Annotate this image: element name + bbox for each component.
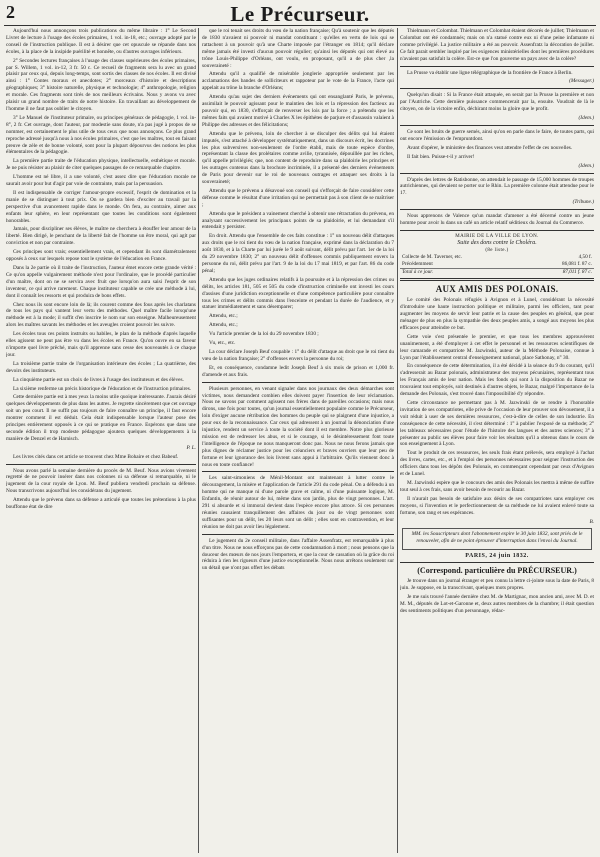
paragraph: Attendu, etc.; <box>209 313 238 320</box>
page-header <box>6 2 594 24</box>
book-review-article <box>6 28 196 461</box>
source-tag: (Idem.) <box>578 115 594 122</box>
paragraph: Avant d'opérer, le ministère des finances veut attendre l'effet de ces nouvelles. <box>407 144 573 151</box>
article-separator <box>6 464 196 465</box>
article-separator <box>202 471 394 472</box>
paragraph: Les écoles tous ces points instruits ou habiles, le plan de la méthode d'après laquelle elles agissent ne peut pas être vu dans les écoles en France. Qu'on ouvre en sa faveur n'importe quel livre prêché, mais qu'il apprenne sans cesse des nouveautés à ce chaque jour. <box>6 331 196 358</box>
donations-table <box>400 254 594 275</box>
source-tag: (Messager.) <box>569 78 594 85</box>
table-row-total <box>400 268 594 275</box>
article-separator <box>400 66 594 67</box>
source-tag: (Idem.) <box>578 162 594 169</box>
paragraph: Cette circonstance ne permettant pas à M. Jazwinski de se rendre à l'honorable invitation de ses compatriotes, elle prive de l'occasion de leur prouver son dévouement, il a voit réduit à user de ses dernières ressources, c'est-à-dire de celles de son industrie. En conséquence de cette nécessité, il s'est déterminé : 1° à publier l'exposé de sa méthode; 2° les tableaux nécessaires pour l'étude de l'histoire des langues et des autres sciences; 3° à présenter au public ses élèves pour faire voir les résultats qu'il a obtenus dans le cours de son enseignement à Lyon. <box>400 400 594 448</box>
polish-article-heading: AUX AMIS DES POLONAIS. <box>435 284 559 295</box>
paragraph: Cette dernière partie est à mes yeux la moins utile quoique intéressante. J'aurais désiré quelques développements de plus dans les autres. Je regrette sincèrement que cet ouvrage soit un peu court. Il ne suffit pas toujours de faire connaître un principe, il faut encore montrer comment il est déduit. Cela était indispensable lorsque l'auteur pose des principes entièrement opposés à ce qui se pratique en France. Espérons que dans une seconde édition il trop modeste pédagogue ajoutera quelques développements à la manière de Denzel et de Harnisch. <box>6 394 196 442</box>
table-row <box>400 261 594 268</box>
row-label: Précédemment <box>402 260 433 267</box>
signature: P. L. <box>186 444 196 451</box>
paragraph: Je me suis trouvé l'année dernière chez M. de Martignac, mon ancien ami, avec M. D. et M. M., députés de Lot-et-Garonne et, deux autres membres de la chambre; il était question des sentiments politiques d'un personnage, rédac- <box>400 594 594 614</box>
column-left <box>6 28 196 853</box>
paragraph: La première partie traite de l'éducation physique, intellectuelle, esthétique et morale. Je ne puis résister au plaisir de citer quelques passages de ce remarquable chapitre. <box>6 158 196 172</box>
paragraph: En conséquence de cette détermination, il a été décidé à la séance du 9 du courant, qu'il s'adresserait au Bazar polonais, administrateur des moyens pécuniaires, représentant tous les Français amis de leur nation. Mais les fonds qui sont à la disposition du Bazar ne trouvaient tout employés, soit destinés à d'autres objets, le Bazar, malgré l'importance de la demande des Polonais, s'est trouvé dans l'impossibilité d'y répondre. <box>400 363 594 398</box>
paragraph: Plusieurs personnes, en venant signaler dans nos journaux des deux démarches sont victimes, nous demandent combien elles doivent payer l'insertion de leur réclamation. Nous ne savons par comment agissent nos frères dans de pareilles occasions; mais nous dirons, une fois pour toutes, qu'un journal essentiellement populaire comme le Précurseur, loin d'exiger aucune rétribution des hommes du peuple qui se plaignent d'une injustice, a pour eux de la reconnaissance. Car ceux qui adressent à un journal la dénonciation d'une injustice, rendent un service à toute la société dont il est membre. Notre plus glorieuse mission est de redresser les abus, et si le courage, si le désintéressement font toute l'intelligence de l'époque ne nous manqueront donc pas. Nous ne nous ferons jamais que plus dignes de réclamer justice pour les créanciers et braves ouvriers que leur peu de fortune et leur ignorance des lois livrent sans appui à l'arbitraire. Qu'ils viennent donc à nous en toute confiance! <box>202 385 394 468</box>
article-separator <box>400 209 594 210</box>
paragraph: Ces principes sont vrais; essentiellement vrais, et cependant ils sont diamétralement opposés à ceux sur lesquels repose tout le système de l'éducation en France. <box>6 249 196 263</box>
paragraph: L'homme est né libre, il a une volonté, c'est assez dire que l'éducation morale ne saurait avoir pour but d'agir par voie de contrainte, mais par la persuasion. <box>6 174 196 188</box>
paragraph: que le roi tenait ses droits du vœu de la nation française; Qu'à soutenir que les députés de 1830 n'avaient ni pouvoir ni mandat constituant : qu'elles en vertu de lois qui se rattachent à un pouvoir qu'à une Charte imposée par l'étranger en 1814; qu'il déclare même jamais été investi d'aucun pouvoir régulier; qu'ainsi les députés qui ont élevé au trône Louis-Philippe d'Orléans, ont voulu, en proposant, qu'il a de plus cher ,la souveraineté : <box>202 28 394 69</box>
paragraph: Il est indispensable de corriger l'amour-propre excessif, l'esprit de domination et la manie de se distinguer à tout prix. On se gardera bien d'exciter au travail par la perspective d'un avancement rapide dans le monde. On fera, au contraire, aimer aux enfants leur sphère, en leur représentant que toutes les conditions sont également honorables. <box>6 189 196 224</box>
paragraph: En droit. Attendu que l'ensemble de ces faits constitue : 1° un nouveau délit d'attaques aux droits que le roi tient du vœu de la nation française, exprimé dans la déclaration du 7 août 1830, et à la Charte par lui jurée le 9 août suivant, délit prévu par l'art. 1er de la loi du 29 novembre 1830; 2° un nouveau délit d'offenses commis publiquement envers la personne du roi, délit prévu par l'art. 9 de la loi du 17 mai 1819, et par l'art. 86 du code pénal; <box>202 233 394 274</box>
mairie-subheading: Suite des dons contre le Choléra. <box>457 239 537 246</box>
paragraph: Aujourd'hui nous annonçons trois publications du même libraire : 1° Le Second Livret de lecture à l'usage des écoles primaires, 1 vol. in-18, etc.; ouvrage adopté par le conseil de l'instruction publique. Il est à désirer que cet opuscule se répande dans nos écoles, à la place de la insipide puérilité et honnête, ou d'autres ouvrages inférieurs. <box>6 28 196 55</box>
paragraph: Nous apprenons de Valence qu'un mandat d'amener a été décerné contre un jeune homme pour avoir lu dans un café un article relatif séditieux du Journal du Commerce. <box>400 213 594 227</box>
list-number: (8e liste.) <box>485 247 509 253</box>
paragraph: Attendu que le prévenu, loin de chercher à se disculper des délits qui lui étaient imputés, s'est attaché à développer systématiquement, dans un discours écrit, les doctrines les plus subversives non-seulement de l'ordre établi, mais de toute espèce d'ordre, représentant la classe des prolétaires comme avilie, tyrannisée, dépouillée par les riches, qu'il appelle privilégiés; que, non content de reproduire dans sa plaidoirie les principes et les outrages contenus dans la brochure incriminée, il a présenté des derniers événements de Paris pour devenir sur le roi de nouveaux outrages et attaquer ses droits à la souveraineté; <box>202 130 394 186</box>
paragraph: Attendu qu'il a qualifié de misérable jonglerie appropriée seulement par les acclamations des bandes de solliciteurs et rappoteur par le vote de la France, l'acte qui appelait au trône la branche d'Orléans; <box>202 71 394 92</box>
table-row <box>400 254 594 261</box>
article-separator <box>400 230 594 231</box>
paragraph: Attendu qu'au sujet des derniers événements qui ont ensanglanté Paris, le prévenu, assimilait le pouvoir agissant pour le maintien des lois et la répression des factieux au pouvoir qui, en 1830, s'efforçait de renverser les lois par la force ; a prétendu que les mêmes faits qui avaient motivé à Charles X les épithètes de parjure et d'assassin valaient à Philippe des adresses et des félicitations; <box>202 94 394 128</box>
paragraph: La cinquième partie est un choix de livres à l'usage des instituteurs et des élèves. <box>13 376 184 383</box>
paragraph: Et, en conséquence, condamne ledit Joseph Beuf à six mois de prison et 1,000 fr. d'amende et aux frais. <box>202 364 394 378</box>
row-amount: 4,50 f. <box>578 253 592 260</box>
paragraph: Vu, etc., etc. <box>209 340 236 347</box>
paragraph: 3° Le Manuel de l'instituteur primaire, ou principes généraux de pédagogie, 1 vol. in-8°, 2 fr. Cet ouvrage, dont l'auteur, par modestie sans doute, n'a pas jugé à propos de se nommer, est certainement le plus utile de tous ceux que nous annonçons. Ce plus grand reproche adressé jusqu'à nous à nos écoles primaires, c'est que les maîtres, tout en faisant preuve de zèle et de bonne volonté, sont pour la plupart dépourvus des notions les plus élémentaires de la pédagogie. <box>6 114 196 156</box>
masthead: Le Précurseur. <box>230 2 370 26</box>
beuf-trial-article <box>6 468 196 511</box>
paragraph: La sixième renferme un précis historique de l'éducation et de l'instruction primaires. <box>13 385 192 392</box>
paragraph: Nous avons parlé la semaine dernière du procès de M. Beuf. Nous avions vivement regretté de ne pouvoir insérer dans nos colonnes ni sa défense si remarquable, ni le jugement de la cour royale de Lyon. M. Beuf publiera vendredi prochain sa défense. Nous transcrivons aujourd'hui les considérans du jugement. <box>6 467 196 495</box>
paragraph: La cour déclare Joseph Beuf coupable : 1° du délit d'attaque au droit que le roi tient du vœu de la nation française; 2° d'offenses envers la personne du roi; <box>202 348 394 362</box>
page-number: 2 <box>6 2 15 22</box>
paragraph: Je trouve dans un journal étranger et peu connu la lettre ci-jointe sous la date de Paris, 8 juin. Je suppose, en la transcrivant, quelques mots propres. <box>400 578 594 592</box>
paragraph: Attendu que le prévenu dans sa défense a articulé que toutes les prétentions à la plus bouffonne état de dire <box>6 497 196 511</box>
paragraph: Jamais, pour discipliner ses élèves, le maître ne cherchera à étouffer leur amour de la liberté. Bien dirigé, le penchant de la liberté fait de l'homme un être moral, qui agit par conviction et non par contrainte. <box>6 226 196 247</box>
paragraph: Attendu que les juges ordinaires relatifs à la poursuite et à la répression des crimes ou délits, les articles 181, 505 et 505 du code d'instruction criminelle ont investi les cours d'assises d'une juridiction exceptionnelle et d'une compétence particulière pour connaître tous les crimes et délits commis dans l'enceinte et pendant la durée de l'audience, et y statuer immédiatement et sans désemparer; <box>202 276 394 311</box>
column-right <box>400 28 594 853</box>
signature: B. <box>589 518 594 525</box>
column-divider <box>198 28 199 853</box>
source-tag: (Tribune.) <box>572 199 594 206</box>
paragraph: Thielmann et Colombat. Thielmann et Colombat étaient décorés de juillet; Thielmann et Colombat ont été condamnés; mais on n'a statué contre eux ni d'une peine infamante ni comme privilégié. La justice militaire a été au pouvoir. Assenfratz la décoration de juillet. Ce fait parait sembler inspiré par les exigences ministérielles dont les premières procédures n'avaient pas satisfait la colère. Est-ce que l'on gouverne un pays avec de la colère? <box>400 28 594 62</box>
paragraph: Les livres cités dans cet article se trouvent chez Mme Bohaire et chez Babeuf. <box>13 453 179 460</box>
article-separator <box>400 562 594 563</box>
paragraph: La Prusse va établir une ligne télégraphique de la frontière de France à Berlin. <box>407 69 573 76</box>
paragraph: Le jugement du 2e conseil militaire, dans l'affaire Assenfratz, est remarquable à plus d'un titre. Nous ne nous efforçons pas de cette condamnation à mort ; nous pensons que la douceur des mœurs de nos jours l'emportera, et que la cour de cassation où la grâce du roi réduira à rien les rigueurs d'une justice exceptionnelle. Nous nous arrêtons seulement sur un détail que n'ont pas offert les débats <box>202 537 394 572</box>
paragraph: Il n'aurait pas besoin de satisfaire aux désirs de ses compatriotes sans employer ces moyens, si l'invention et le perfectionnement de sa méthode ne lui avaient enlevé toute sa fortune, son rang et ses espérances. <box>400 495 594 516</box>
correspondence-heading: (Correspond. particulière du PRÉCURSEUR.) <box>417 566 577 576</box>
notice-text: MM. les Souscripteurs dont l'abonnement expire le 30 juin 1832, sont priés de le renouveler, afin de ne point éprouver d'interruption dans l'envoi du Journal. <box>411 531 583 545</box>
dateline: PARIS, 24 juin 1832. <box>465 553 529 560</box>
paragraph: Vu l'article premier de la loi du 29 novembre 1830 ; <box>209 331 319 338</box>
article-separator <box>202 534 394 535</box>
paragraph: 2° Secondes lectures françaises à l'usage des classes supérieures des écoles primaires, par S. Willem, 1 vol. in-12, 3 fr. 50 c. Ce recueil de fragments sera lu avec un grand plaisir par ceux qui, depuis long-temps, sont sortis des classes de nos écoles. Il est divisé ainsi : 1° Contes moraux et anecdotes; 2° morceaux d'histoire et descriptions géographiques; 3° histoire naturelle, physique et technologie; 4° anthropologie, religion et morale. Ces fragments sont tirés de nos meilleurs écrivains. Nous y avons vu avec plaisir un grand nombre de traits de notre histoire. En travaillant au développement de l'homme il ne faut pas oublier le citoyen. <box>6 57 196 112</box>
section-separator <box>400 278 594 281</box>
paragraph: Tout le produit de ces ressources, les seuls frais étant prélevés, sera employé à l'achat des livres, cartes, etc., et à l'emploi des personnes nécessaires pour seigner l'instruction des officiers dans tous les dépôts des Polonais, en commençant cependant par ceux d'Avignon et de Lunel. <box>400 450 594 478</box>
paragraph: Quelqu'un disait : Si la France était attaquée, en serait par la Prusse la première et non par l'Autriche. Cette dernière puissance commencerait par la, ensuite. Voudrait de là le citoyen, on de la victoire enfin, déchirant moins la gloire que le profit. <box>400 92 594 113</box>
paragraph: M. Jazwinski espère que le concours des amis des Polonais les mettra à même de suffire tout seul à ces frais, sans avoir besoin de recourir au Bazar. <box>400 479 594 493</box>
paragraph: La troisième partie traite de l'organisation intérieure des écoles ; La quatrième, des devoirs des instituteurs. <box>6 360 196 374</box>
article-separator <box>400 88 594 89</box>
row-label: Total à ce jour. <box>400 268 550 275</box>
column-middle <box>202 28 394 853</box>
header-rule <box>4 25 596 26</box>
article-separator <box>202 382 394 383</box>
article-separator <box>400 173 594 174</box>
subscription-notice <box>402 528 592 550</box>
article-separator <box>400 125 594 126</box>
column-divider <box>397 28 398 853</box>
row-amount: 86,081 f. 87 c. <box>562 260 592 267</box>
paragraph: Dans la 2e partie où il traite de l'instruction, l'auteur émet encore cette grande vérité : Ce qu'on appelle vulgairement méthode n'est pour l'ordinaire, que le procédé particulier d'un maître, dont on ne se servira avec fruit que lorsqu'on aura saisi l'esprit de son inventeur, ce qui arrive rarement. Chaque instituteur capable se crée une méthode à lui, dont il connaît les ressorts et qui produira de bons effets. <box>6 265 196 299</box>
judgment-article <box>202 28 394 379</box>
row-amount: 87,011 f. 87 c. <box>550 268 594 275</box>
paragraph: Attendu, etc.; <box>209 322 238 329</box>
paragraph: Il fait bien. Puisse-t-il y arriver! <box>407 153 475 160</box>
paragraph: Chez nous ils sont encore loin de là; ils courent comme des fous après les charlatans de tous les pays qui vantent leur vertu des méthodes. Quel maître facile lorsqu'une méthode est à la mode; il suffit d'en inscrire le nom sur son enseigne. Malheureusement alors les maîtres savants les méthodes et les aveugles croient pouvoir les suivre. <box>6 301 196 329</box>
paragraph: Les saint-simoniens de Ménil-Montant ont maintenant à lutter contre le découragement, la misère et l'application de l'article 291 du code pénal. On a défendu à un homme qui ne manque ni d'une parole grave et calme, ni d'une puissante logique, M. Enfantin, de réunir autour de lui, même dans son jardin, plus de vingt personnes. L'art. 291 si absurde et si immoral devient dans l'espèce encore plus atroce. Si ces personnes réunies causaient tranquillement des affaires du jour ou de vingt personnes sont suffisantes pour un délit, les 20 leurs sont un délit ; elles sont en contravention, et leur réunion ne doit pas avoir lieu légalement. <box>202 475 394 530</box>
paragraph: Attendu que le prévenu a désavoué son conseil qui s'efforçait de faire considérer cette défense comme le résultat d'une irritation qui ne permettait pas à son client de se maîtriser ; <box>202 187 394 208</box>
mairie-heading: MAIRIE DE LA VILLE DE LYON. <box>455 233 539 239</box>
paragraph: Attendu que le président a vainement cherché à obtenir une rétractation du prévenu, en analysant successivement les principaux points de sa plaidoirie, et lui demandant s'il entendait y persister. <box>202 210 394 231</box>
paragraph: Le comité des Polonais réfugiés à Avignon et à Lunel, considérant la nécessité d'introduire une haute instruction politique et militaire, parmi les officiers, tant pour augmenter les moyens de servir leur patrie et la cause des peuples en général, que pour ménager de plus en plus la sympathie des deux peuples amis, a songé aux moyens les plus efficaces pour atteindre ce but. <box>400 297 594 331</box>
paragraph: D'après des lettres de Ratisbonne, on attendait le passage de 15,000 hommes de troupes autrichiennes, qui devaient se porter sur le Rhin. La première colonne était attendue pour le 17. <box>400 176 594 197</box>
row-label: Collecte de M. Taverner, etc. <box>402 253 462 260</box>
paragraph: Cette voie s'est présentée le premier, et que tous les membres approuvèrent unanimement, a été d'employer à cet effet le personnel et les ressources scientifiques de leur camarade et compatriote M. Jazwinski, auteur de la Méthode Polonaise, connue à Lyon par l'établissement central d'enseignement national, place Sathonay, n° 30. <box>400 333 594 361</box>
paragraph: Ce sont les bruits de guerre semés, ainsi qu'on en parle dans le faire, de toutes parts, qui ont encore l'émission de l'empruntdont. <box>400 128 594 142</box>
